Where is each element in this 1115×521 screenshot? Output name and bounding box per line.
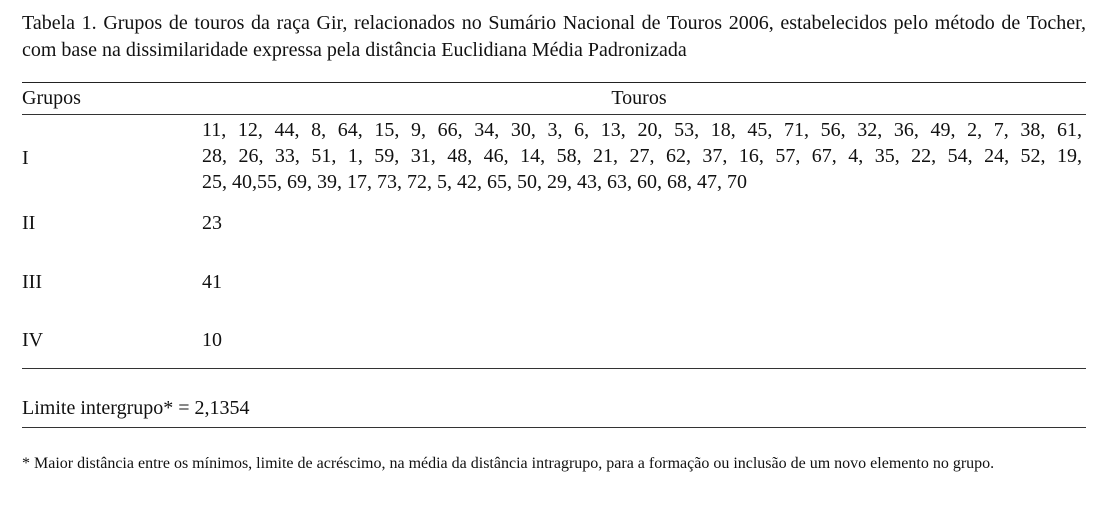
body-rule: [22, 368, 1086, 369]
touros-list: [202, 117, 1082, 195]
touros-line: 28, 26, 33, 51, 1, 59, 31, 48, 46, 14, 58, 21, 27, 62, 37, 16, 57, 67, 4, 35, 22, 54, 24, 52, 19,: [202, 145, 1082, 167]
touros-line: 11, 12, 44, 8, 64, 15, 9, 66, 34, 30, 3, 6, 13, 20, 53, 18, 45, 71, 56, 32, 36, 49, 2, 7, 38, 61,: [202, 119, 1082, 141]
table-footnote: * Maior distância entre os mínimos, limite de acréscimo, na média da distância intragrupo, para a formação ou inclusão de um novo elemento no grupo.: [22, 455, 995, 472]
table-header: [22, 85, 1086, 111]
group-label: IV: [22, 329, 44, 351]
table-caption: [22, 10, 1086, 64]
touros-value: 41: [202, 271, 222, 293]
bottom-rule: [22, 427, 1086, 428]
header-rule: [22, 114, 1086, 115]
limit-intergrupo: Limite intergrupo* = 2,1354: [22, 397, 250, 419]
caption-text: Grupos de touros da raça Gir, relacionados no Sumário Nacional de Touros 2006, estabelecidos pelo método de Tocher, com base na dissimilaridade expressa pela distância Euclidiana Média Padronizada: [22, 12, 1087, 61]
caption-label: Tabela 1.: [22, 12, 97, 34]
touros-value: 23: [202, 212, 222, 234]
touros-value: 10: [202, 329, 222, 351]
header-groups: Grupos: [22, 87, 81, 109]
group-label: I: [22, 147, 29, 169]
group-label: II: [22, 212, 36, 234]
touros-line: 25, 40,55, 69, 39, 17, 73, 72, 5, 42, 65, 50, 29, 43, 63, 60, 68, 47, 70: [202, 171, 747, 193]
group-label: III: [22, 271, 42, 293]
header-touros: Touros: [611, 87, 667, 109]
top-rule: [22, 82, 1086, 83]
table-figure: [22, 10, 1087, 472]
